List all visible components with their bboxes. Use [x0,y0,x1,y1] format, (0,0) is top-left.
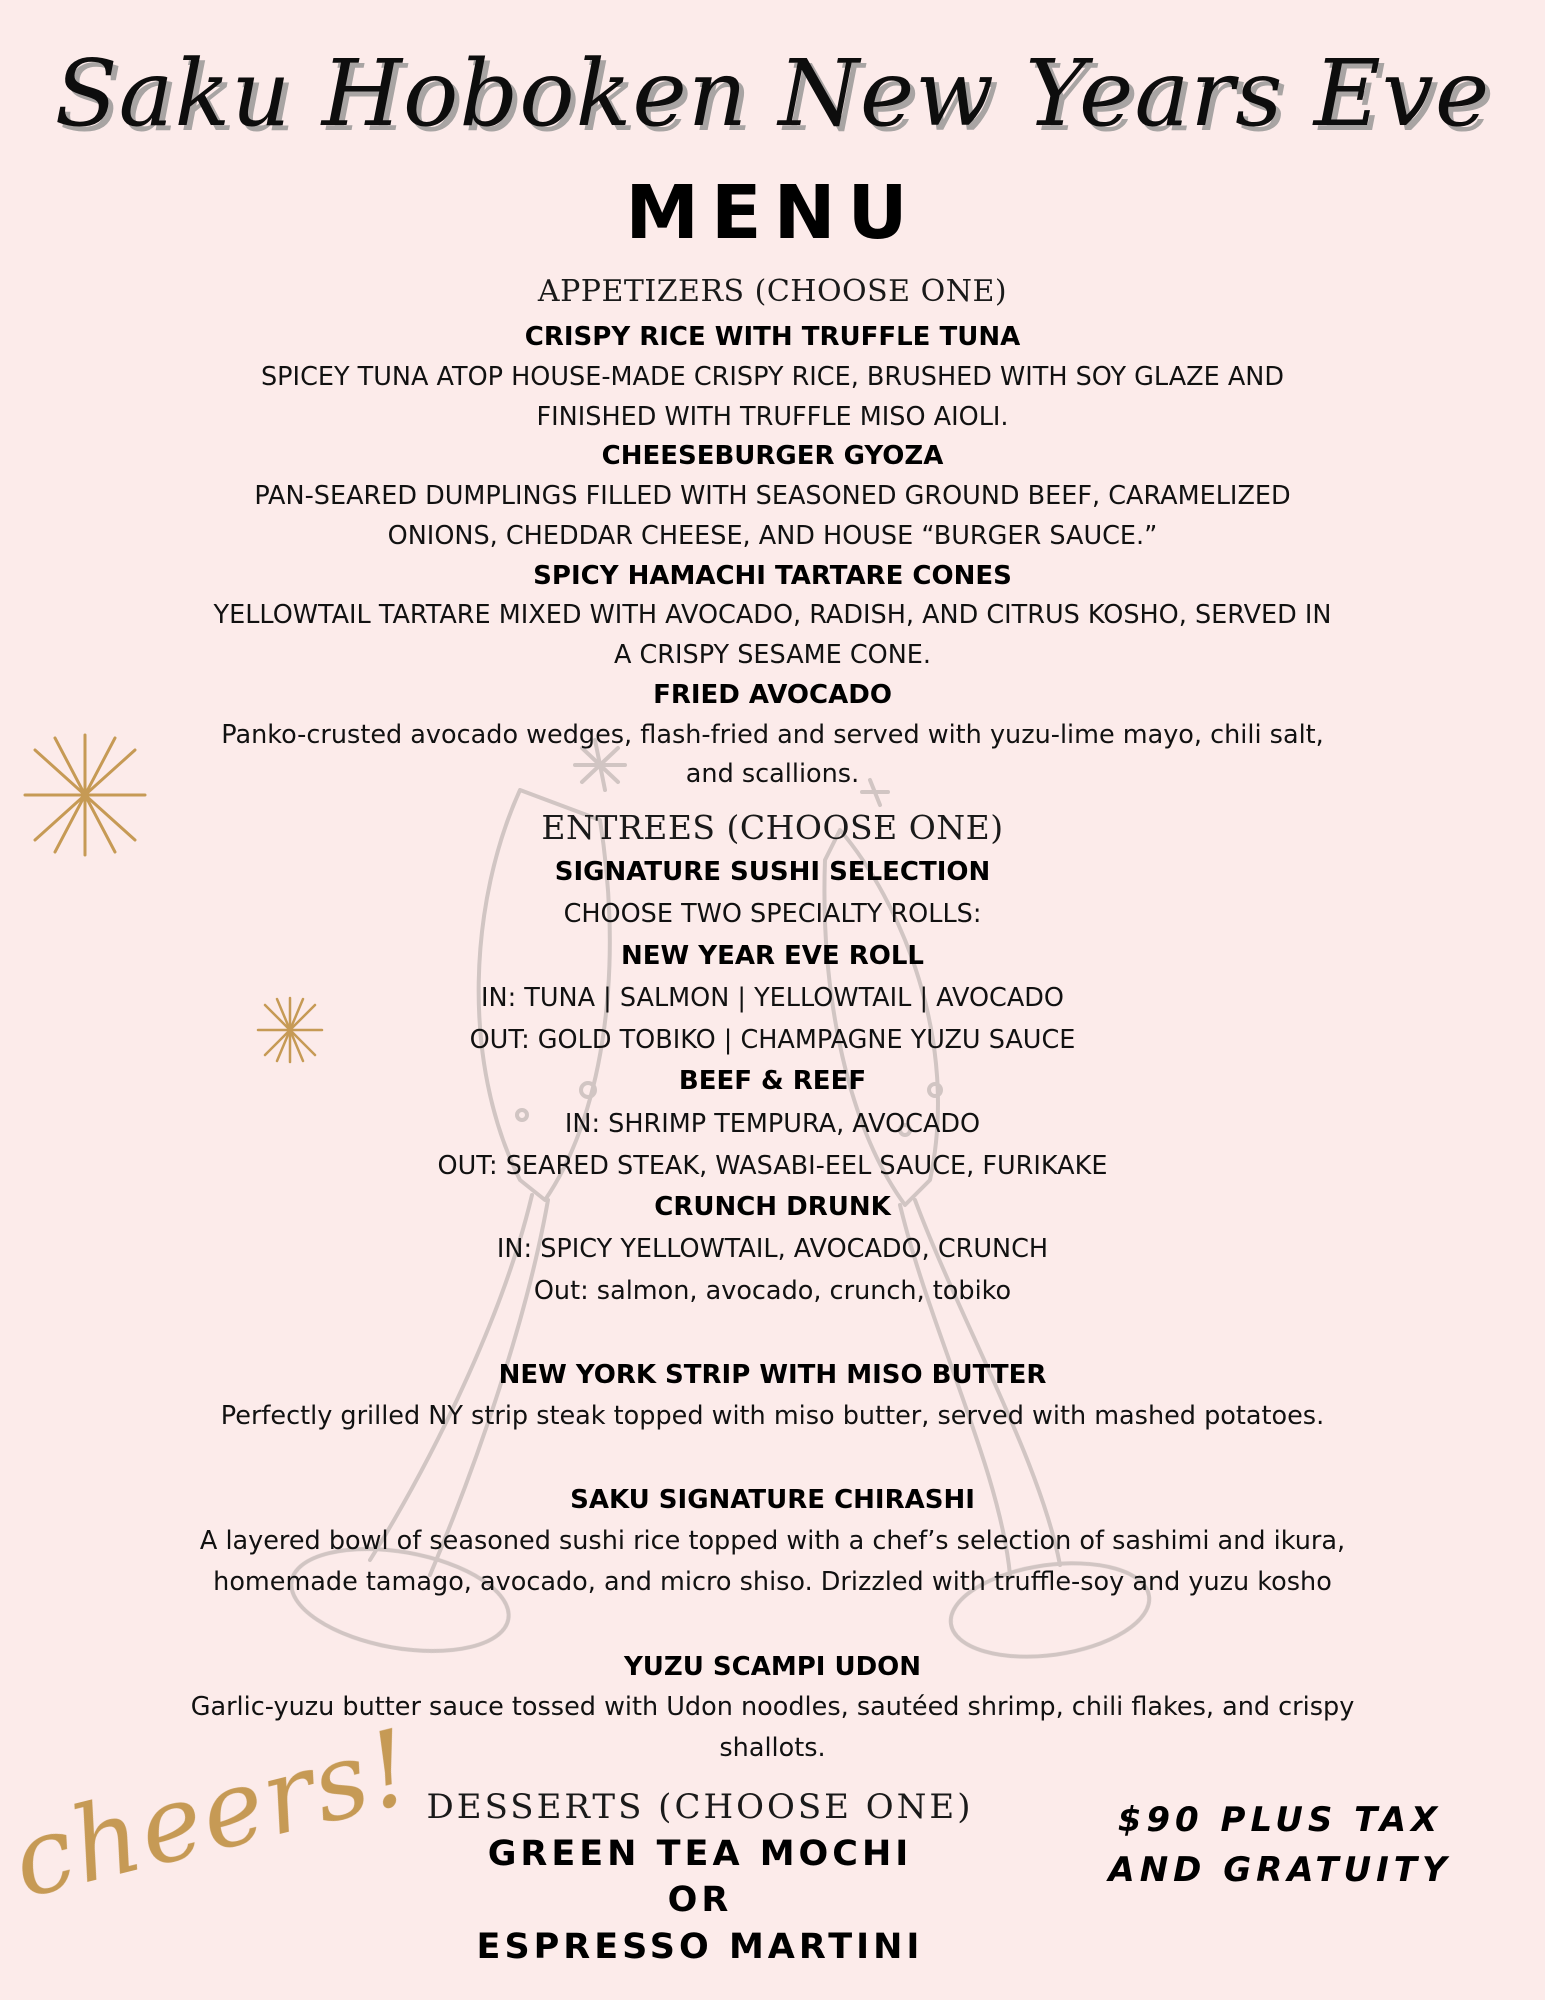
roll-inside: IN: TUNA | SALMON | YELLOWTAIL | AVOCADO [480,983,1064,1013]
price-line: AND GRATUITY [1108,1850,1452,1890]
roll-name: NEW YEAR EVE ROLL [621,941,924,971]
entree-description: Perfectly grilled NY strip steak topped with miso butter, served with mashed potatoes. [220,1401,1325,1431]
sushi-instruction: CHOOSE TWO SPECIALTY ROLLS: [563,899,982,929]
entree-name: SIGNATURE SUSHI SELECTION [554,857,991,887]
appetizer-name: CRISPY RICE WITH TRUFFLE TUNA [524,322,1021,352]
appetizers-heading: APPETIZERS (CHOOSE ONE) [537,274,1008,309]
appetizer-name: CHEESEBURGER GYOZA [601,441,944,471]
roll-name: CRUNCH DRUNK [654,1192,891,1222]
entree-name: SAKU SIGNATURE CHIRASHI [570,1485,975,1515]
appetizer-name: FRIED AVOCADO [653,680,892,710]
appetizer-description: A CRISPY SESAME CONE. [613,640,932,670]
cheers-script: cheers! [0,1705,426,1922]
roll-outside: OUT: SEARED STEAK, WASABI-EEL SAUCE, FURIKAKE [437,1151,1108,1181]
entree-name: NEW YORK STRIP WITH MISO BUTTER [498,1360,1047,1390]
dessert-option: ESPRESSO MARTINI [476,1927,924,1967]
restaurant-title: Saku Hoboken New Years Eve [54,40,1491,147]
appetizer-description: YELLOWTAIL TARTARE MIXED WITH AVOCADO, RADISH, AND CITRUS KOSHO, SERVED IN [213,600,1332,630]
price-line: $90 PLUS TAX [1117,1800,1443,1840]
appetizer-description: FINISHED WITH TRUFFLE MISO AIOLI. [536,402,1009,432]
entree-description: homemade tamago, avocado, and micro shiso. Drizzled with truffle-soy and yuzu kosho [213,1567,1332,1597]
roll-inside: IN: SPICY YELLOWTAIL, AVOCADO, CRUNCH [496,1234,1049,1264]
roll-name: BEEF & REEF [678,1066,867,1096]
entree-description: A layered bowl of seasoned sushi rice topped with a chef’s selection of sashimi and ikura, [199,1526,1346,1556]
dessert-option: GREEN TEA MOCHI [487,1834,913,1874]
menu-heading: MENU [625,170,920,256]
roll-outside: OUT: GOLD TOBIKO | CHAMPAGNE YUZU SAUCE [469,1025,1076,1055]
appetizer-description: ONIONS, CHEDDAR CHEESE, AND HOUSE “BURGER SAUCE.” [387,521,1158,551]
entree-description: Garlic-yuzu butter sauce tossed with Udon noodles, sautéed shrimp, chili flakes, and crispy [190,1692,1355,1722]
dessert-or: OR [667,1880,733,1920]
roll-inside: IN: SHRIMP TEMPURA, AVOCADO [564,1109,981,1139]
entrees-heading: ENTREES (CHOOSE ONE) [541,808,1004,847]
appetizer-name: SPICY HAMACHI TARTARE CONES [533,561,1012,591]
desserts-heading: DESSERTS (CHOOSE ONE) [426,1787,974,1827]
appetizer-description: PAN-SEARED DUMPLINGS FILLED WITH SEASONED GROUND BEEF, CARAMELIZED [254,481,1291,511]
appetizer-description: SPICEY TUNA ATOP HOUSE-MADE CRISPY RICE, BRUSHED WITH SOY GLAZE AND [260,362,1284,392]
appetizer-description: and scallions. [685,759,860,789]
appetizer-description: Panko-crusted avocado wedges, flash-fried and served with yuzu-lime mayo, chili salt, [221,720,1324,750]
entree-name: YUZU SCAMPI UDON [623,1652,922,1682]
roll-outside: Out: salmon, avocado, crunch, tobiko [533,1276,1012,1306]
entree-description: shallots. [719,1733,826,1763]
